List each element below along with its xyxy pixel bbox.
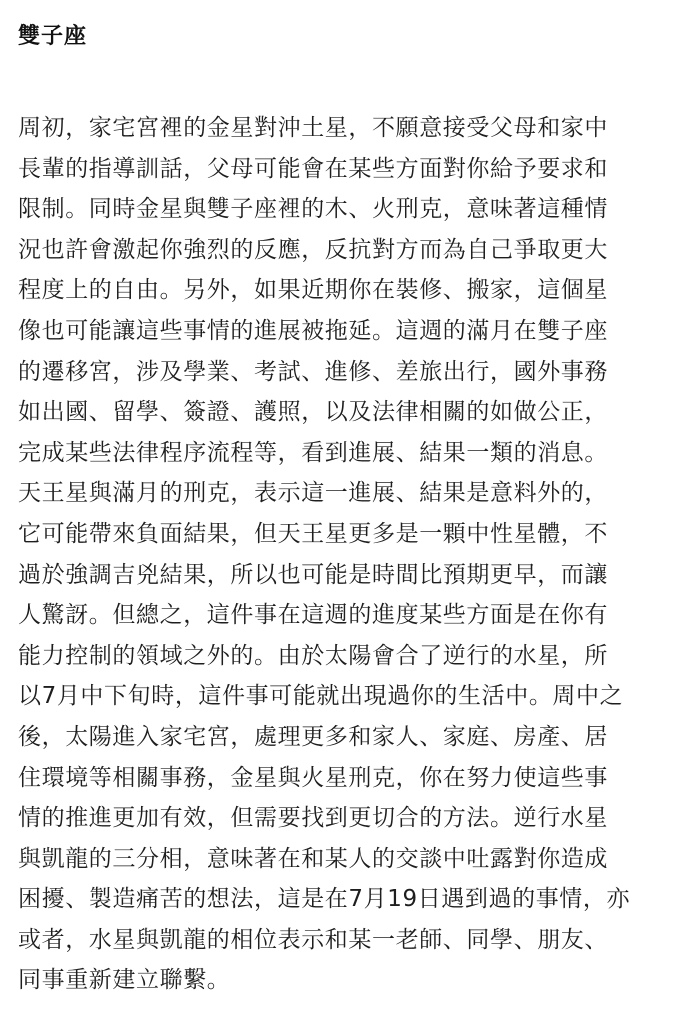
article-body [18, 108, 678, 1001]
body-line: 周初，家宅宮裡的金星對沖土星，不願意接受父母和家中 [18, 115, 608, 141]
body-line: 後，太陽進入家宅宮，處理更多和家人、家庭、房產、居 [18, 723, 608, 750]
body-line: 以7月中下旬時，這件事可能就出現過你的生活中。周中之 [18, 683, 624, 710]
body-line: 它可能帶來負面結果，但天王星更多是一顆中性星體，不 [18, 520, 608, 547]
article-title: 雙子座 [18, 24, 88, 49]
body-line: 的遷移宮，涉及學業、考試、進修、差旅出行，國外事務 [18, 358, 608, 385]
body-line: 如出國、留學、簽證、護照，以及法律相關的如做公正， [18, 399, 608, 426]
body-line: 況也許會激起你強烈的反應，反抗對方而為自己爭取更大 [18, 236, 608, 263]
body-line: 能力控制的領域之外的。由於太陽會合了逆行的水星，所 [18, 642, 608, 669]
body-line: 同事重新建立聯繫。 [18, 967, 231, 994]
body-line: 限制。同時金星與雙子座裡的木、火刑克，意味著這種情 [18, 196, 608, 223]
body-line: 像也可能讓這些事情的進展被拖延。這週的滿月在雙子座 [18, 317, 608, 344]
body-line: 住環境等相關事務，金星與火星刑克，你在努力使這些事 [18, 764, 608, 791]
body-line: 困擾、製造痛苦的想法，這是在7月19日遇到過的事情，亦 [18, 886, 631, 913]
body-line: 與凱龍的三分相，意味著在和某人的交談中吐露對你造成 [18, 845, 608, 872]
body-line: 長輩的指導訓話，父母可能會在某些方面對你給予要求和 [18, 155, 608, 182]
body-line: 程度上的自由。另外，如果近期你在裝修、搬家，這個星 [18, 277, 608, 304]
body-line: 人驚訝。但總之，這件事在這週的進度某些方面是在你有 [18, 602, 608, 629]
body-line: 天王星與滿月的刑克，表示這一進展、結果是意料外的， [18, 480, 608, 507]
body-line: 或者，水星與凱龍的相位表示和某一老師、同學、朋友、 [18, 926, 608, 953]
body-line: 過於強調吉兇結果，所以也可能是時間比預期更早，而讓 [18, 561, 608, 588]
body-line: 情的推進更加有效，但需要找到更切合的方法。逆行水星 [18, 805, 608, 832]
body-line: 完成某些法律程序流程等，看到進展、結果一類的消息。 [18, 439, 608, 466]
